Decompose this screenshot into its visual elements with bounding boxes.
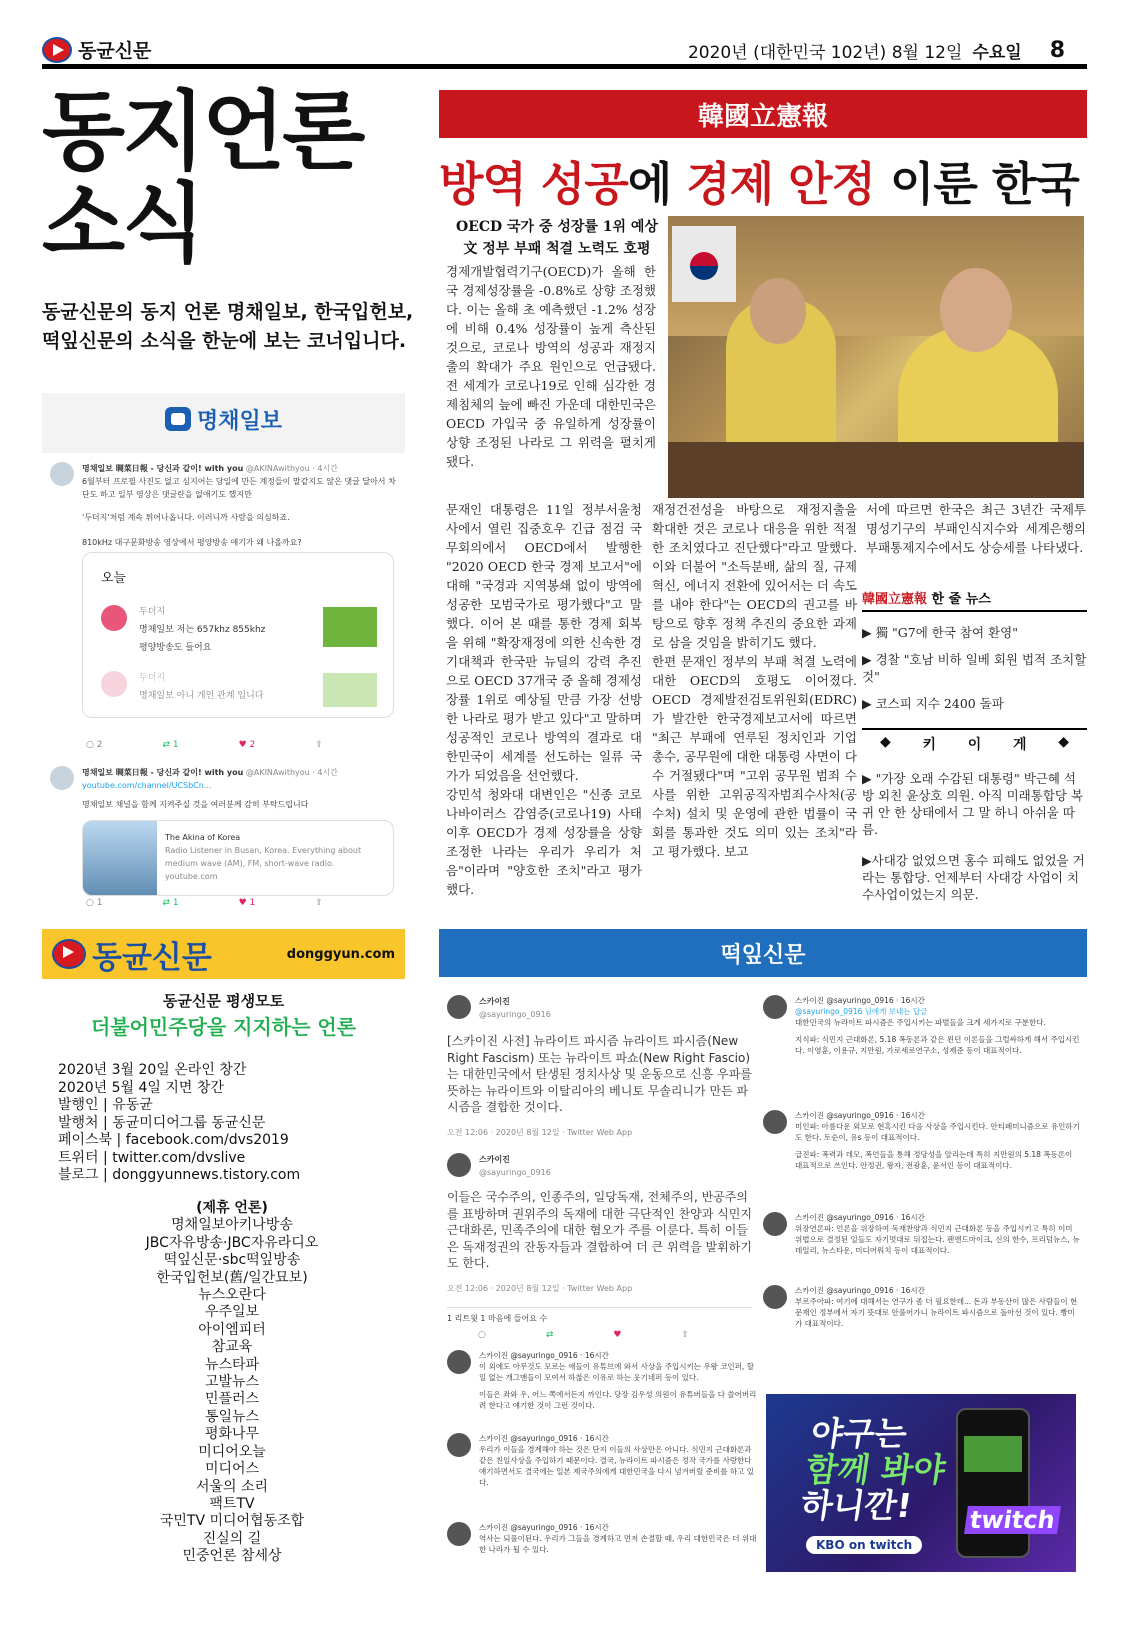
news-title: 한 줄 뉴스 [927,592,991,607]
tweet-text: 6월부터 프로필 사진도 없고 심지어는 당일에 만든 계정들이 말같지도 않은 댓글 달아서 차단도 하고 일부 영상은 댓글란을 없애기도 했지만 [82,477,396,499]
ipheon-masthead: 韓國立憲報 [697,101,828,132]
tweet-skyjin-6[interactable] [763,995,1081,1056]
article-para: 강민석 청와대 대변인은 "신종 코로나바이러스 감염증(코로나19) 사태 이후 OECD가 경제 성장률을 상향 조정한 나라는 우리가 우리가 처음"이라며 "양호한 조치"라고 평가했다. [446,787,642,897]
news-item: ▶ 獨 "G7에 한국 참여 환영" [862,625,1018,640]
article-para: 한편 문재인 정부의 부패 척결 노력에 대한 OECD의 호평도 이어졌다. OECD 경제발전검토위원회(EDRC)가 발간한 한국경제보고서에 따르면 "최근 부패에 연루된 정치인과 기업 총수, 공무원에 대한 대통령 사면이 다수 거절됐다"며 "고위 공무원 범죄 수사를 위한 고위공직자범죄수사처(공수처) 설치 및 운영에 관한 법률이 국회를 통과한 것도 의미 있는 조치"라고 평가했다. 보고 [652,654,857,859]
share-icon[interactable]: ⇪ [315,898,323,908]
tweet-skyjin-3[interactable] [447,1350,757,1411]
tweet-handle: @sayuringo_0916 [479,1168,551,1177]
partners-title: (제휴 언론) [196,1200,268,1216]
share-icon[interactable]: ⇪ [315,740,323,750]
like-count: 2 [249,740,256,750]
partner-item: 민플러스 [204,1391,260,1408]
tweet-skyjin-2[interactable] [447,1153,752,1325]
info-line: 2020년 3월 20일 온라인 창간 [58,1062,247,1078]
partner-item: 진실의 길 [202,1530,262,1547]
avatar [447,1350,471,1374]
masthead-logo[interactable] [42,36,151,63]
partner-item: 국민TV 미디어협동조합 [159,1513,305,1530]
like-button[interactable]: ♥ 2 [238,740,256,750]
partner-item: 참교육 [211,1339,253,1356]
avatar [50,462,74,486]
facebook-link[interactable]: 페이스북 | facebook.com/dvs2019 [58,1132,289,1148]
reply-icon[interactable]: ○ [478,1330,486,1340]
avatar [447,1153,471,1177]
ad-line: 함께 봐야 [803,1450,948,1489]
tweet-actions [478,1330,689,1340]
tweet-skyjin-7[interactable] [763,1110,1081,1171]
donggyun-url[interactable]: donggyun.com [286,946,395,962]
donggyun-logo-icon [52,939,86,969]
myungchae-logo-icon [165,407,191,431]
card-thumbnail [83,821,157,896]
tweet-meta: 오전 12:06 · 2020년 8월 12일 · Twitter Web App [447,1283,633,1293]
tweet-handle: @sayuringo_0916 [479,1010,551,1019]
tweet-author: 명채일보 晭菜日報 - 당신과 같이! with you [82,464,244,473]
tweet-text-2: 지식파: 식민지 근대화론, 5.18 폭동론과 같은 왼던 이론들을 그럴싸하게 해서 주입시킨다. 이영훈, 이용규, 지만원, 가로세로연구소, 성제준 등이 대표적이다. [795,1035,1080,1055]
avatar [763,1212,787,1236]
like-count: 1 [249,898,256,908]
embedded-comments-card[interactable] [82,552,394,718]
partner-item: 뉴스타파 [204,1356,260,1373]
tweet-text-3: 810kHz 대구문화방송 영상에서 평양방송 얘기가 왜 나올까요? [82,538,302,547]
mbc-thumbnail-2 [323,673,377,707]
tweet-link[interactable]: youtube.com/channel/UCSbCn... [82,781,212,790]
tweet-skyjin-4[interactable] [447,1433,757,1488]
card-day: 오늘 [101,571,127,586]
headline-part: 이룬 한국 [874,157,1079,211]
retweet-count: 1 [172,740,179,750]
partner-item: 우주일보 [204,1304,260,1321]
page-number: 8 [1049,38,1065,63]
tweet-stats: 1 리트윗 1 마음에 들어요 수 [447,1307,752,1325]
reply-count: 2 [96,740,103,750]
partner-item: 떡잎신문·sbc떡잎방송 [163,1252,301,1269]
commenter-name: 두더지 [139,607,166,617]
retweet-button[interactable]: ⇄ 1 [162,898,179,908]
partner-item: 뉴스오란다 [198,1287,266,1304]
twitch-kbo-ad[interactable] [766,1394,1076,1572]
blog-link[interactable]: 블로그 | donggyunnews.tistory.com [58,1167,301,1183]
tweet-skyjin-8[interactable] [763,1212,1081,1256]
tweet-myungchae-1[interactable] [50,462,400,549]
myungchae-title: 명채일보 [196,408,282,434]
weekday: 수요일 [972,43,1022,63]
tweet-text: 우리가 이들을 경계해야 하는 것은 단지 이들의 사상만은 아니다. 식민지 근대화론과 같은 친일사상을 주입하기 때문이다. 결국, 뉴라이트 파시즘은 정작 국가를 사랑한다 얘기하면서도 결국에는 일본 제국주의에게 대한민국을 다시 넘겨버릴 준비를 하고 있다. [479,1445,755,1487]
partner-item: JBC자유방송·JBC자유라디오 [145,1234,319,1251]
partner-item: 고발뉴스 [204,1374,260,1391]
tweet-myungchae-2[interactable] [50,766,400,811]
partner-item: 명채일보아키나방송 [171,1217,293,1234]
commenter-name-2: 두더지 [139,673,166,683]
tweet-actions-2 [86,898,323,908]
card-description: Radio Listener in Busan, Korea. Everything about medium wave (AM), FM, short-wave radio. [165,846,362,868]
share-icon[interactable]: ⇪ [681,1330,690,1340]
intro-text: 동균신문의 동지 언론 명채일보, 한국입헌보, 떡잎신문의 소식을 한눈에 보는 코너입니다. [42,301,414,352]
youtube-link-card[interactable] [82,820,394,896]
logo-icon [42,37,72,63]
motto-text: 더불어민주당을 지지하는 언론 [90,1015,357,1039]
headline-part: 방역 성공 [439,157,628,211]
twitch-logo: twitch [964,1506,1061,1534]
tweet-author: 스카이진 [479,1155,510,1164]
retweet-icon[interactable]: ⇄ [545,1330,554,1340]
headline [439,148,1087,214]
headline-part: 경제 안정 [686,157,875,211]
tweet-text: 이 외에도 아무것도 모르는 애들이 유튜브에 와서 사상을 주입시키는 우왕 코인퍼, 할 일 없는 개그맨들이 모여서 하찮은 이유로 하는 웃기네퍼 등이 있다. [479,1362,754,1382]
title-line-2: 소식 [42,174,203,274]
tweet-handle: @AKINAwithyou · 4시간 [245,768,338,777]
kiike-char: 이 [967,737,982,753]
partner-item: 평화나무 [204,1426,260,1443]
mbc-thumbnail [323,607,377,647]
tweet-text: 역사는 되풀이된다. 우리가 그들을 경계하고 먼저 손절할 때, 우리 대한민국은 더 위대한 나라가 될 수 있다. [479,1534,757,1554]
paper-name: 동균신문 [78,40,152,62]
header-rule [42,64,1087,69]
avatar [447,1522,471,1546]
retweet-button[interactable]: ⇄ 1 [162,740,179,750]
donggyun-banner [42,929,405,979]
article-col2 [652,500,857,900]
kbo-badge: KBO on twitch [806,1536,922,1554]
one-line-news [862,588,1087,903]
reply-to: @sayuringo_0916 님에게 보내는 답글 [795,1007,928,1016]
subheadline [446,216,668,260]
ttukip-header: 떡잎신문 [439,929,1087,977]
article-photo [668,216,1084,498]
retweet-count: 1 [172,898,179,908]
tweet-text: 명채일보 채널을 함께 지켜주실 것을 여러분께 감히 부탁드립니다 [82,800,309,809]
diamond-icon: ◆ [880,734,891,750]
publication-info [58,1062,418,1185]
info-line: 2020년 5월 4일 지면 창간 [58,1079,224,1096]
tweet-text-2: 급진파: 폭력과 데모, 폭언들을 통해 정당성을 알리는데 특히 지만원의 5.18 폭동론이 대표적으로 쓰인다. 안정권, 왕자, 전광훈, 윤서인 등이 대표적이다. [795,1150,1073,1170]
tweet-text-2: 이들은 좌와 우, 어느 쪽에서든지 까인다. 당장 김우성 의원이 유튜버들을 다 쓸어버리려 한다고 얘기한 것이 그런 것이다. [479,1390,757,1410]
tweet-text: 대한민국의 뉴라이트 파시즘은 주입시키는 파벌들을 크게 세가지로 구분한다. [795,1018,1046,1027]
article-col1 [446,500,642,900]
news-item: ▶ 코스피 지수 2400 돌파 [862,696,1004,711]
article-para: 문재인 대통령은 11일 정부서울청사에서 열린 집중호우 긴급 점검 국무회의에서 OECD에서 발행한 "2020 OECD 한국 경제 보고서"에 대해 "국경과 지역봉쇄 없이 방역에 성공한 모범국가로 평가했다"고 말했다. 이어 본 때를 통한 경제 회복을 위해 "확장재정에 의한 신속한 경기대책과 한국판 뉴딜의 강력 추진으로 OECD 37개국 중 올해 경제성장률 1위로 예상될 만큼 가장 선방한 나라로 평가 받고 있다"고 말하며 성공적인 코로나 방역의 결과로 대한민국이 세계를 선도하는 일류 국가가 되었음을 선언했다. [446,502,642,783]
tweet-skyjin-9[interactable] [763,1285,1081,1329]
ad-line: 하니깐! [798,1486,915,1525]
article-col1-top: 경제개발협력기구(OECD)가 올해 한국 경제성장률을 -0.8%로 상향 조정했다. 이는 올해 초 예측했던 -1.2% 성장에 비해 0.4% 성장률이 높게 측산된 것으로, 코로나 방역의 성공과 재정지출의 확대가 주요 원인으로 언급됐다. 전 세계가 코로나19로 인해 심각한 경제침체의 늪에 빠진 가운데 대한민국은 OECD 가입국 중 유일하게 성장률이 상향 조정된 나라로 그 위력을 펼치게 됐다. [446,264,656,469]
like-icon[interactable]: ♥ [613,1330,622,1340]
reply-button[interactable]: ○ 1 [86,898,103,908]
motto-label: 동균신문 평생모토 [162,992,285,1010]
avatar [447,1433,471,1457]
tweet-text: 미인파: 아름다운 외모로 현혹시킨 다음 사상을 주입시킨다. 안티페미니즘으로 유인하기도 한다. 토순이, 유s 등이 대표적이다. [795,1122,1080,1142]
reply-button[interactable]: ○ 2 [86,740,103,750]
commenter-avatar-2 [101,671,127,697]
commenter-avatar [101,605,127,631]
headline-part: 에 [627,157,687,211]
partner-item: 민중언론 참세상 [182,1548,282,1565]
article-col3: 서에 따르면 한국은 최근 3년간 국제투명성기구의 부패인식지수와 세계은행의 부패통제지수에서도 상승세를 나타냈다. [866,502,1086,555]
ipheon-banner [439,90,1087,138]
card-url: youtube.com [165,872,218,881]
kiike-item: ▶사대강 없었으면 홍수 피해도 없었을 거라는 통합당. 언제부터 사대강 사업이 치수사업이었는지 의문. [862,853,1085,902]
tweet-author: 명채일보 晭菜日報 - 당신과 같이! with you [82,768,244,777]
partner-item: 통일뉴스 [204,1408,260,1425]
tweet-actions [86,740,323,750]
partner-list [42,1200,422,1566]
tweet-header: 스카이진 @sayuringo_0916 · 16시간 [795,1286,925,1295]
tweet-text: [스카이진 사전] 뉴라이트 파시즘 뉴라이트 파시즘(New Right Fascism) 또는 뉴라이트 파쇼(New Right Fascio)는 대한민국에서 탄생된 정치사상 및 운동으로 신흥 우파를 뜻하는 뉴라이트와 이탈리아의 베니토 무솔리니가 만든 파시즘을 결합한 것이다. [447,1034,752,1114]
avatar [763,1285,787,1309]
partner-item: 미디어스 [204,1461,260,1478]
partner-item: 아이엠피터 [198,1321,266,1338]
diamond-icon: ◆ [1058,734,1069,750]
comment-text: 명채일보 저는 657khz 855khz [139,625,266,635]
kiike-item: ▶ "가장 오래 수감된 대통령" 박근혜 석방 외친 윤상호 의원. 아직 미래통합당 복귀 안 한 상태에서 그 말 하니 아쉬울 따름. [862,771,1084,837]
avatar [50,766,74,790]
info-line: 발행처 | 동균미디어그룹 동균신문 [58,1114,266,1131]
tweet-text: 부르주아파: 여기에 대해서는 연구가 좀 더 필요한데... 돈과 부동산이 많은 사람들이 현 문재인 정부에서 자기 뜻대로 안풀어가니 뉴라이트 파시즘으로 돌아선 것이 있다. 빵미가 대표적이다. [795,1297,1078,1328]
avatar [763,1110,787,1134]
tweet-meta: 오전 12:06 · 2020년 8월 12일 · Twitter Web App [447,1127,633,1137]
tweet-skyjin-5[interactable] [447,1522,757,1555]
tweet-handle: @AKINAwithyou · 4시간 [245,464,338,473]
ad-line: 야구는 [808,1414,910,1453]
tweet-header: 스카이진 @sayuringo_0916 · 16시간 [795,996,925,1005]
title-line-1: 동지언론 [42,82,363,182]
kiike-char: 게 [1012,737,1027,753]
section-title [42,82,422,274]
partner-item: 미디어오늘 [198,1443,266,1460]
kiike-char: 키 [922,737,937,753]
tweet-text: 이들은 국수주의, 인종주의, 일당독재, 전체주의, 반공주의를 표방하며 권위주의 독재에 대한 극단적인 찬양과 식민지 근대화론, 민족주의에 대한 혐오가 주를 이룬다. 특히 이들은 독재정권의 잔동자들과 결합하여 더 큰 위력을 발휘하기도 한다. [447,1190,752,1270]
subheadline-2: 文 정부 부패 척결 노력도 호평 [463,241,651,257]
donggyun-name: 동균신문 [92,939,212,976]
subheadline-1: OECD 국가 중 성장률 1위 예상 [456,219,658,235]
tweet-header: 스카이진 @sayuringo_0916 · 16시간 [479,1434,609,1443]
partner-item: 팩트TV [209,1495,255,1512]
myungchae-header [42,395,405,443]
dateline [688,38,1065,63]
phone-icon [956,1408,1030,1558]
like-button[interactable]: ♥ 1 [238,898,256,908]
reply-count: 1 [96,898,103,908]
tweet-text-2: '두더지'처럼 계속 튀어나옵니다. 이러니까 사람을 의심하죠. [82,513,290,522]
info-line: 발행인 | 유동균 [58,1097,153,1113]
tweet-header: 스카이진 @sayuringo_0916 · 16시간 [795,1213,925,1222]
tweet-skyjin-main[interactable] [447,995,752,1139]
tweet-header: 스카이진 @sayuringo_0916 · 16시간 [479,1351,609,1360]
tweet-author: 스카이진 [479,997,510,1006]
comment-text-3: 명채일보 아니 개인 관계 입니다 [139,691,264,701]
article-para: 재정건전성을 바탕으로 재정지출을 확대한 것은 코로나 대응을 위한 적절한 조치였다고 진단했다"라고 말했다. 이와 더불어 "소득분배, 삶의 질, 규제혁신, 에너지 전환에 있어서는 더 속도를 내야 한다"는 OECD의 권고를 바탕으로 향후 정책 추진의 중요한 과제로 삼을 것임을 밝히기도 했다. [652,502,857,650]
tweet-header: 스카이진 @sayuringo_0916 · 16시간 [479,1523,609,1532]
card-title: The Akina of Korea [165,833,241,842]
news-brand: 韓國立憲報 [862,592,928,607]
tweet-text: 위장연론파: 언론을 위장하여 독재찬양과 식민지 근대화론 등을 주입시키고 특히 이미 위법으로 결정된 일들도 자기멋대로 뒤집는다. 펜앤드마이크, 신의 한수, 프리덤뉴스, 뉴데일리, 뉴스타운, 미디어워치 등이 대표적이다. [795,1224,1080,1255]
comment-text-2: 평양방송도 들어요 [139,643,212,653]
partner-item: 서울의 소리 [195,1478,269,1495]
avatar [763,995,787,1019]
twitter-link[interactable]: 트위터 | twitter.com/dvslive [58,1149,246,1166]
news-item: ▶ 경찰 "호남 비하 일베 회원 법적 조치할 것" [862,652,1087,684]
partner-item: 한국입헌보(舊/일간묘보) [156,1269,308,1286]
date: 2020년 (대한민국 102년) 8월 12일 [687,43,963,63]
ad-slogan [798,1416,952,1524]
kiike-heading [862,728,1087,758]
tweet-header: 스카이진 @sayuringo_0916 · 16시간 [795,1111,925,1120]
avatar [447,995,471,1019]
